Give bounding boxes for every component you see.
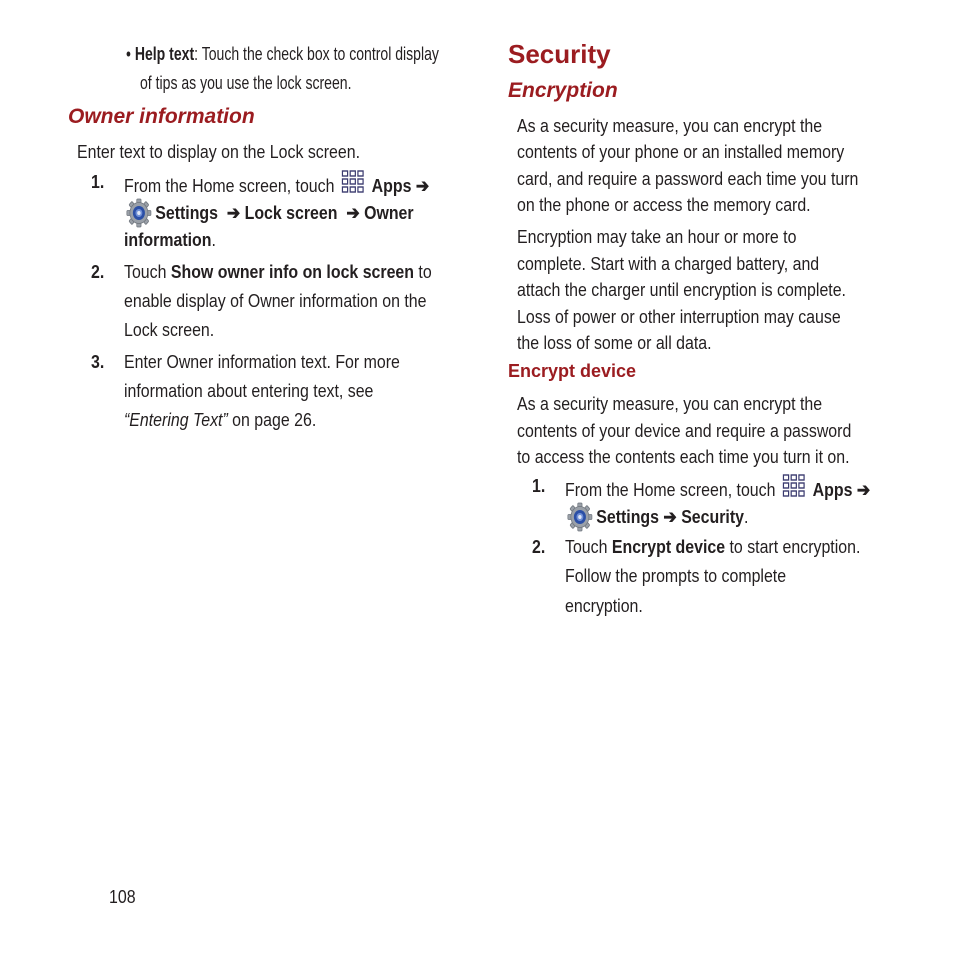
owner-step-3-number: 3. — [91, 351, 105, 372]
apps-grid-icon — [782, 473, 807, 502]
encryption-para1-line1: As a security measure, you can encrypt the — [517, 115, 823, 136]
encrypt-step-1-number: 1. — [532, 475, 546, 496]
owner-step-2-line3: Lock screen. — [124, 319, 215, 340]
owner-intro: Enter text to display on the Lock screen. — [77, 141, 361, 162]
apps-grid-icon — [341, 169, 366, 198]
security-heading: Security — [508, 39, 611, 69]
encrypt-step-2-number: 2. — [532, 536, 546, 557]
page-number: 108 — [109, 886, 136, 907]
settings-gear-icon — [567, 502, 593, 532]
owner-step-3-line2: information about entering text, see — [124, 380, 374, 401]
settings-gear-icon — [126, 198, 152, 228]
owner-step-3-line1: Enter Owner information text. For more — [124, 351, 400, 372]
encrypt-para3-line1: As a security measure, you can encrypt the — [517, 393, 823, 414]
encryption-para2-line2: complete. Start with a charged battery, and — [517, 253, 820, 274]
owner-step-1-line3: information. — [124, 229, 216, 250]
encrypt-para3-line3: to access the contents each time you turn it on. — [517, 446, 850, 467]
owner-step-2-line1: Touch Show owner info on lock screen to — [124, 261, 432, 282]
encryption-para1-line2: contents of your phone or an installed memory — [517, 141, 845, 162]
owner-step-1-number: 1. — [91, 171, 105, 192]
entering-text-link[interactable]: “Entering Text” — [124, 409, 228, 430]
encrypt-step-2-line1: Touch Encrypt device to start encryption. — [565, 536, 861, 557]
encryption-para2-line1: Encryption may take an hour or more to — [517, 226, 797, 247]
encrypt-step-2-line2: Follow the prompts to complete — [565, 565, 787, 586]
encrypt-para3-line2: contents of your device and require a password — [517, 420, 852, 441]
owner-information-heading: Owner information — [68, 105, 255, 128]
owner-step-1-line2: Settings ➔ Lock screen ➔ Owner — [126, 198, 414, 228]
help-text-bullet-line2: of tips as you use the lock screen. — [140, 73, 352, 93]
encrypt-step-1-line2: Settings ➔ Security. — [567, 502, 748, 532]
encrypt-device-heading: Encrypt device — [508, 361, 637, 381]
encryption-para1-line4: on the phone or access the memory card. — [517, 194, 811, 215]
owner-step-1-line1: From the Home screen, touch Apps ➔ — [124, 169, 429, 200]
encrypt-step-1-line1: From the Home screen, touch Apps ➔ — [565, 473, 870, 504]
encrypt-step-2-line3: encryption. — [565, 595, 643, 616]
owner-step-3-line3: “Entering Text” on page 26. — [124, 409, 317, 430]
encryption-para1-line3: card, and require a password each time you turn — [517, 168, 859, 189]
owner-step-2-number: 2. — [91, 261, 105, 282]
encryption-heading: Encryption — [508, 79, 618, 102]
encryption-para2-line3: attach the charger until encryption is complete. — [517, 279, 846, 300]
help-text-bullet-line1: • Help text: Touch the check box to control display — [126, 44, 439, 64]
encryption-para2-line5: the loss of some or all data. — [517, 332, 712, 353]
encryption-para2-line4: Loss of power or other interruption may cause — [517, 306, 841, 327]
owner-step-2-line2: enable display of Owner information on the — [124, 290, 427, 311]
